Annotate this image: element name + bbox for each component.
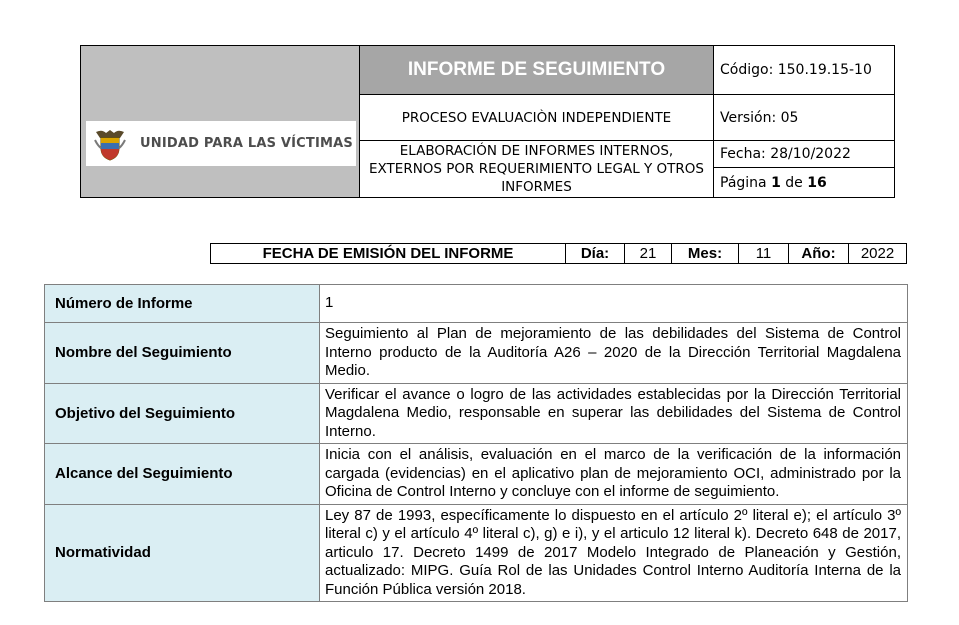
page-prefix: Página: [720, 174, 772, 191]
row-value: Seguimiento al Plan de mejoramiento de las debilidades del Sistema de Control Interno producto de la Auditoría A26 – 2020 de la Dirección Territorial Magdalena Medio.: [320, 323, 908, 384]
row-value: 1: [320, 285, 908, 323]
report-info-table: [44, 284, 908, 602]
row-value: Ley 87 de 1993, específicamente lo dispuesto en el artículo 2º literal e); el artículo 3º literal c) y el artículo 4º literal c), g) e i), y el articulo 12 literal k). Decreto 648 de 2017, articulo 17. Decreto 1499 de 2017 Modelo Integrado de Planeación y Gestión, actualizado: MIPG. Guía Rol de las Unidades Control Interno Auditoría Interna de la Función Pública versión 2018.: [320, 504, 908, 602]
document-header: [80, 45, 895, 198]
page-current: 1: [771, 174, 781, 191]
row-label: Objetivo del Seguimiento: [45, 383, 320, 444]
year-value: 2022: [860, 245, 895, 262]
document-version: Versión: 05: [714, 95, 894, 141]
year-label: Año:: [789, 244, 849, 263]
org-logo: [86, 121, 356, 166]
document-code: Código: 150.19.15-10: [714, 46, 894, 95]
table-row: [45, 285, 908, 323]
row-label: Número de Informe: [45, 285, 320, 323]
day-label: Día:: [566, 244, 625, 263]
table-row: [45, 383, 908, 444]
emission-date-bar: [210, 243, 907, 264]
row-value: Verificar el avance o logro de las actividades establecidas por la Dirección Territorial Magdalena Medio, responsable en superar las debilidades del Sistema de Control Interno.: [320, 383, 908, 444]
day-value: 21: [625, 244, 672, 263]
process-name: PROCESO EVALUACIÒN INDEPENDIENTE: [360, 95, 714, 141]
row-label: Alcance del Seguimiento: [45, 444, 320, 505]
row-value: Inicia con el análisis, evaluación en el marco de la verificación de la información cargada (evidencias) en el aplicativo plan de mejoramiento OCI, administrado por la Oficina de Control Interno y concluye con el informe de seguimiento.: [320, 444, 908, 505]
month-value: 11: [739, 244, 789, 263]
document-date: Fecha: 28/10/2022: [714, 141, 894, 168]
coat-of-arms-icon: [92, 126, 128, 162]
org-name: UNIDAD PARA LAS VÍCTIMAS: [140, 136, 353, 151]
table-row: [45, 444, 908, 505]
subprocess-name: ELABORACIÓN DE INFORMES INTERNOS, EXTERNOS POR REQUERIMIENTO LEGAL Y OTROS INFORMES: [360, 141, 714, 197]
page-total: 16: [807, 174, 827, 191]
logo-cell: [81, 46, 360, 197]
page-of: de: [780, 174, 808, 191]
emission-label: FECHA DE EMISIÓN DEL INFORME: [211, 244, 566, 263]
row-label: Nombre del Seguimiento: [45, 323, 320, 384]
table-row: [45, 504, 908, 602]
table-row: [45, 323, 908, 384]
row-label: Normatividad: [45, 504, 320, 602]
month-label: Mes:: [672, 244, 739, 263]
page-indicator: [714, 168, 894, 197]
document-title: INFORME DE SEGUIMIENTO: [360, 46, 714, 95]
